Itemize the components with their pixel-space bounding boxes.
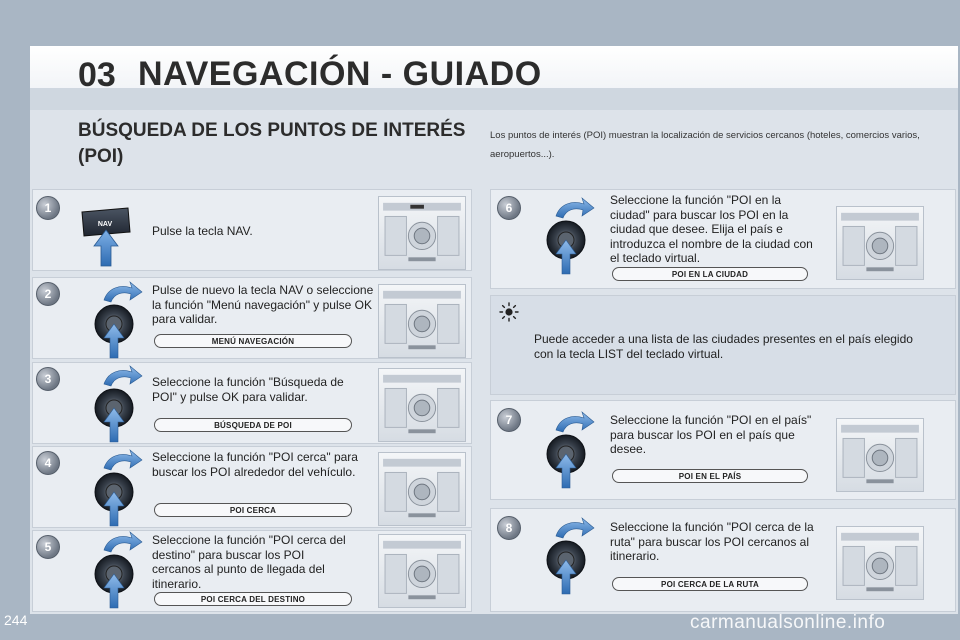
step-number-2: 2 (36, 282, 60, 306)
lightbulb-icon (499, 302, 519, 322)
menu-label-busqueda-poi: BÚSQUEDA DE POI (154, 418, 352, 432)
car-radio-icon (836, 418, 924, 492)
rotary-knob-icon (84, 364, 146, 444)
step-text-7: Seleccione la función "POI en el país" para buscar los POI en el país que desee. (610, 413, 812, 456)
tip-text: Puede acceder a una lista de las ciudades presentes en el país elegido con la tecla LIST del teclado virtual. (534, 332, 913, 361)
watermark: carmanualsonline.info (690, 612, 886, 633)
section-intro: Los puntos de interés (POI) muestran la localización de servicios cercanos (hoteles, comercios varios, aeropuertos...). (490, 130, 920, 160)
nav-key-label: NAV (97, 221, 113, 228)
car-radio-icon (836, 206, 924, 280)
rotary-knob-icon (84, 530, 146, 610)
step-text-6: Seleccione la función "POI en la ciudad" para buscar los POI en la ciudad que desee. Elija el país e introduzca el nombre de la ciudad con el teclado virtual. (610, 193, 813, 265)
step-number-7: 7 (497, 408, 521, 432)
chapter-number: 03 (78, 56, 116, 94)
step-text-1: Pulse la tecla NAV. (152, 224, 253, 238)
rotary-knob-icon (84, 448, 146, 528)
step-number-6: 6 (497, 196, 521, 220)
menu-label-poi-ciudad: POI EN LA CIUDAD (612, 267, 808, 281)
nav-key-icon (78, 206, 134, 268)
car-radio-icon (378, 196, 466, 270)
rotary-knob-icon (84, 280, 146, 360)
rotary-knob-icon (536, 196, 598, 276)
step-number-1: 1 (36, 196, 60, 220)
menu-label-poi-cerca-destino: POI CERCA DEL DESTINO (154, 592, 352, 606)
menu-label-poi-pais: POI EN EL PAÍS (612, 469, 808, 483)
car-radio-icon (378, 284, 466, 358)
rotary-knob-icon (536, 410, 598, 490)
page-number: 244 (4, 612, 28, 628)
car-radio-icon (378, 452, 466, 526)
section-title: BÚSQUEDA DE LOS PUNTOS DE INTERÉS (POI) (78, 120, 466, 167)
car-radio-icon (378, 534, 466, 608)
step-number-8: 8 (497, 516, 521, 540)
car-radio-icon (836, 526, 924, 600)
step-number-3: 3 (36, 367, 60, 391)
step-text-3: Seleccione la función "Búsqueda de POI" y pulse OK para validar. (152, 375, 344, 404)
menu-label-navegacion: MENÚ NAVEGACIÓN (154, 334, 352, 348)
step-text-4: Seleccione la función "POI cerca" para buscar los POI alrededor del vehículo. (152, 450, 358, 479)
step-number-5: 5 (36, 535, 60, 559)
rotary-knob-icon (536, 516, 598, 596)
step-number-4: 4 (36, 451, 60, 475)
car-radio-icon (378, 368, 466, 442)
step-text-2: Pulse de nuevo la tecla NAV o seleccione la función "Menú navegación" y pulse OK para validar. (152, 283, 374, 326)
menu-label-poi-cerca: POI CERCA (154, 503, 352, 517)
step-text-5: Seleccione la función "POI cerca del destino" para buscar los POI cercanos al punto de llegada del itinerario. (152, 533, 346, 591)
menu-label-poi-ruta: POI CERCA DE LA RUTA (612, 577, 808, 591)
step-text-8: Seleccione la función "POI cerca de la ruta" para buscar los POI cercanos al itinerario. (610, 520, 814, 563)
chapter-title: NAVEGACIÓN - GUIADO (138, 55, 542, 93)
